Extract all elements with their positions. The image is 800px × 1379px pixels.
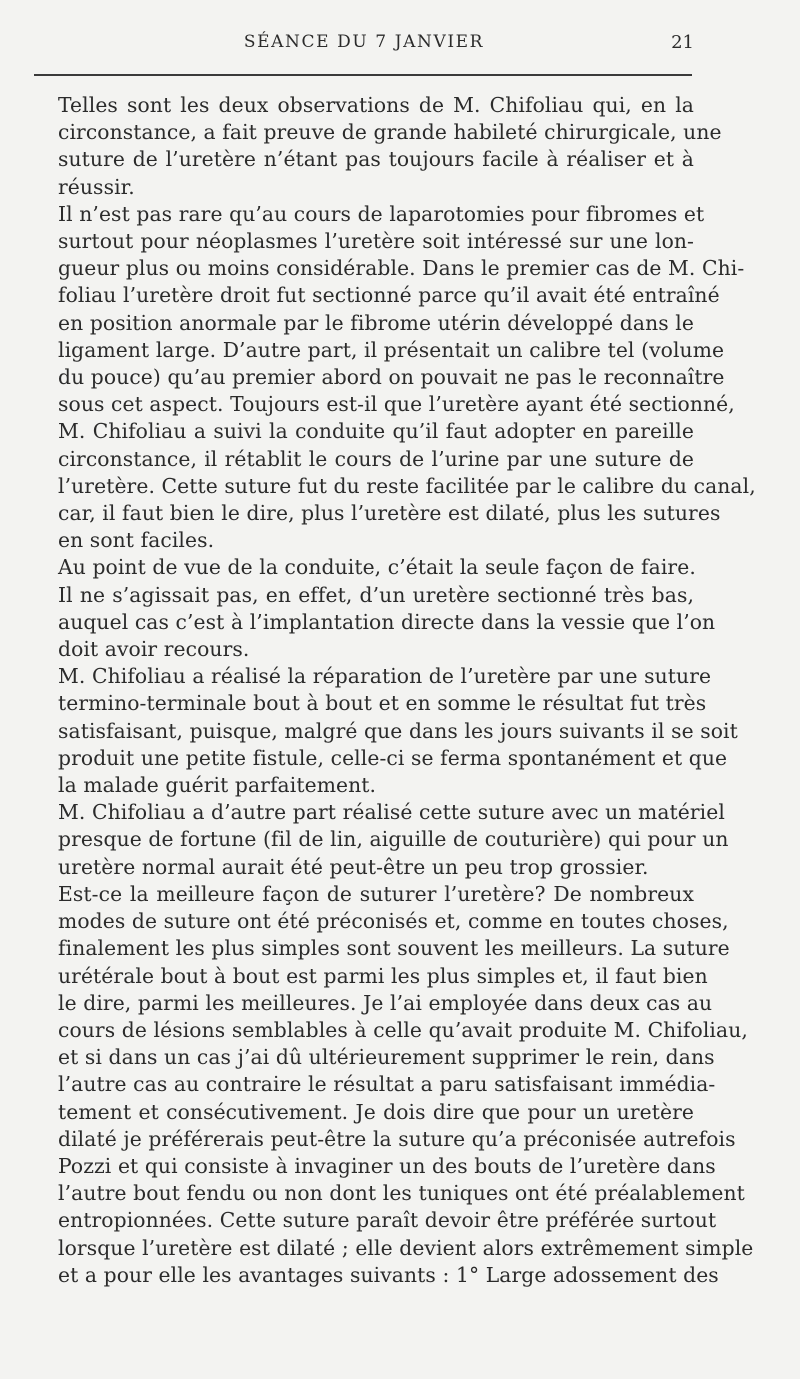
page-number: 21 bbox=[671, 32, 694, 53]
text-line: satisfaisant, puisque, malgré que dans les jours suivants il se soit bbox=[58, 718, 738, 743]
paragraph bbox=[34, 554, 716, 663]
text-line: circonstance, a fait preuve de grande habileté chirurgicale, une bbox=[58, 120, 722, 145]
text-line: finalement les plus simples sont souvent les meilleurs. La suture bbox=[58, 936, 730, 961]
text-line: termino-terminale bout à bout et en somme le résultat fut très bbox=[58, 691, 707, 716]
text-line: doit avoir recours. bbox=[58, 637, 250, 662]
text-line: urétérale bout à bout est parmi les plus simples et, il faut bien bbox=[58, 963, 708, 988]
text-line: Il n’est pas rare qu’au cours de laparotomies pour fibromes et bbox=[58, 201, 705, 226]
text-line: le dire, parmi les meilleures. Je l’ai employée dans deux cas au bbox=[58, 990, 713, 1015]
text-line: et si dans un cas j’ai dû ultérieurement supprimer le rein, dans bbox=[58, 1045, 715, 1070]
text-line: M. Chifoliau a suivi la conduite qu’il faut adopter en pareille bbox=[58, 419, 694, 444]
text-line: en sont faciles. bbox=[58, 528, 215, 553]
text-line: foliau l’uretère droit fut sectionné parce qu’il avait été entraîné bbox=[58, 283, 720, 308]
text-line: Est-ce la meilleure façon de suturer l’uretère? De nombreux bbox=[58, 881, 694, 906]
text-line: entropionnées. Cette suture paraît devoir être préférée surtout bbox=[58, 1208, 717, 1233]
body-text bbox=[34, 92, 756, 1289]
paragraph bbox=[34, 799, 729, 881]
text-line: circonstance, il rétablit le cours de l’urine par une suture de bbox=[58, 446, 694, 471]
paragraph bbox=[34, 92, 722, 201]
text-line: l’autre bout fendu ou non dont les tuniques ont été préalablement bbox=[58, 1181, 745, 1206]
running-head: SÉANCE DU 7 JANVIER bbox=[243, 32, 485, 52]
text-line: et a pour elle les avantages suivants : 1° Large adossement des bbox=[58, 1262, 719, 1287]
text-line: gueur plus ou moins considérable. Dans le premier cas de M. Chi- bbox=[58, 256, 745, 281]
text-line: en position anormale par le fibrome utérin développé dans le bbox=[58, 310, 694, 335]
text-line: la malade guérit parfaitement. bbox=[58, 773, 377, 798]
text-line: M. Chifoliau a d’autre part réalisé cette suture avec un matériel bbox=[58, 800, 725, 825]
text-line: Pozzi et qui consiste à invaginer un des bouts de l’uretère dans bbox=[58, 1153, 716, 1178]
text-line: tement et consécutivement. Je dois dire que pour un uretère bbox=[58, 1099, 694, 1124]
text-line: Il ne s’agissait pas, en effet, d’un uretère sectionné très bas, bbox=[58, 582, 694, 607]
text-line: presque de fortune (fil de lin, aiguille de couturière) qui pour un bbox=[58, 827, 729, 852]
text-line: réussir. bbox=[58, 174, 135, 199]
paragraph bbox=[34, 881, 754, 1289]
text-line: dilaté je préférerais peut-être la suture qu’a préconisée autrefois bbox=[58, 1126, 736, 1151]
text-line: du pouce) qu’au premier abord on pouvait ne pas le reconnaître bbox=[58, 365, 725, 390]
text-line: modes de suture ont été préconisés et, comme en toutes choses, bbox=[58, 909, 729, 934]
paragraph bbox=[34, 663, 738, 799]
text-line: uretère normal aurait été peut-être un peu trop grossier. bbox=[58, 854, 649, 879]
text-line: Telles sont les deux observations de M. Chifoliau qui, en la bbox=[58, 93, 694, 117]
text-line: produit une petite fistule, celle-ci se ferma spontanément et que bbox=[58, 745, 728, 770]
text-line: l’autre cas au contraire le résultat a paru satisfaisant immédia- bbox=[58, 1072, 716, 1097]
paragraph bbox=[34, 201, 756, 555]
text-line: car, il faut bien le dire, plus l’uretère est dilaté, plus les sutures bbox=[58, 501, 721, 526]
header-rule bbox=[34, 74, 692, 76]
page-header bbox=[34, 32, 694, 62]
text-line: surtout pour néoplasmes l’uretère soit intéressé sur une lon- bbox=[58, 229, 694, 254]
text-line: cours de lésions semblables à celle qu’avait produite M. Chifoliau, bbox=[58, 1017, 748, 1042]
text-line: Au point de vue de la conduite, c’était la seule façon de faire. bbox=[58, 555, 696, 580]
text-line: M. Chifoliau a réalisé la réparation de l’uretère par une suture bbox=[58, 664, 712, 689]
text-line: auquel cas c’est à l’implantation directe dans la vessie que l’on bbox=[58, 609, 716, 634]
text-line: lorsque l’uretère est dilaté ; elle devient alors extrêmement simple bbox=[58, 1235, 754, 1260]
text-line: suture de l’uretère n’étant pas toujours facile à réaliser et à bbox=[58, 147, 694, 172]
text-line: sous cet aspect. Toujours est-il que l’uretère ayant été sectionné, bbox=[58, 392, 735, 417]
text-line: l’uretère. Cette suture fut du reste facilitée par le calibre du canal, bbox=[58, 473, 756, 498]
text-line: ligament large. D’autre part, il présentait un calibre tel (volume bbox=[58, 337, 725, 362]
